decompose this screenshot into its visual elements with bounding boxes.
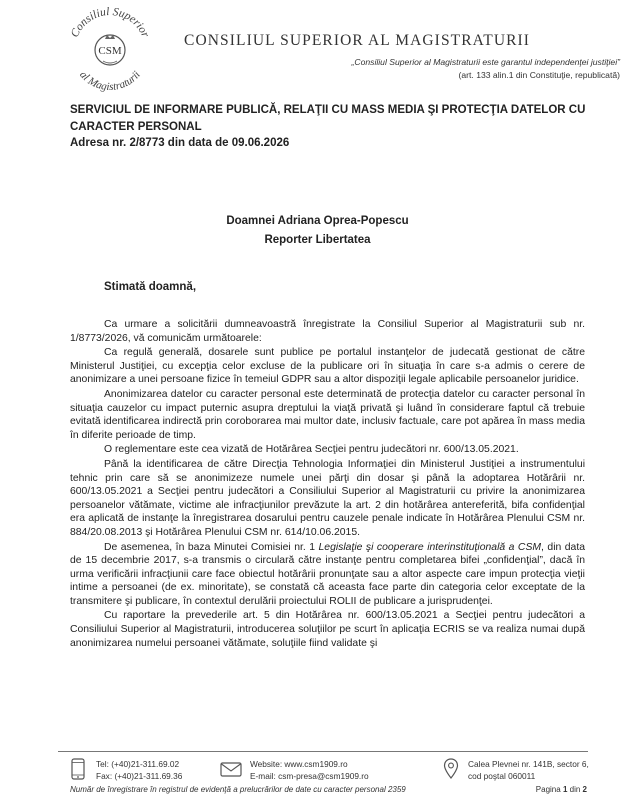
footer-registry-note: Număr de înregistrare în registrul de evidenţă a prelucrărilor de date cu caracter personal 2359 (70, 785, 406, 794)
letter-body (70, 318, 585, 651)
svg-text:CSM: CSM (98, 45, 122, 57)
page-total: 2 (582, 785, 587, 794)
footer-divider (58, 751, 588, 752)
paragraph-6 (70, 541, 585, 609)
recipient-name: Doamnei Adriana Oprea-Popescu (226, 215, 409, 227)
paragraph-5: Până la identificarea de către Direcţia Tehnologia Informaţiei din Ministerul Justiţiei a instrumentului tehnic prin care să se anonimizeze numele unei părţi din dosar şi până la adoptarea Hotărârii nr. 600/13.05.2021 a Secţiei pentru judecători a Consiliului Superior al Magistraturii cu privire la anonimizarea persoanelor vătămate, victime ale infracţiunilor prevăzute la art. 2 din hotărârea antereferită, bifa confidenţial era aplicată de instanţe la înregistrarea dosarului pentru cauzele penale indicate în Hotărârea Plenului CSM nr. 884/20.08.2013 şi Hotărârea Plenului CSM nr. 614/10.06.2015. (70, 458, 585, 538)
paragraph-7: Cu raportare la prevederile art. 5 din Hotărârea nr. 600/13.05.2021 a Secţiei pentru judecători a Consiliului Superior al Magistraturii, introducerea soluţiilor pe scurt în aplicaţia ECRIS se va realiza numai după anonimizarea numelui persoanei vătămate, soluţiile fiind validate şi (70, 610, 585, 649)
footer-tel: Tel: (+40)21-311.69.02 (96, 759, 180, 769)
address-reference: Adresa nr. 2/8773 din data de 09.06.2026 (70, 137, 290, 149)
envelope-icon (220, 762, 242, 777)
paragraph-6-part-a: De asemenea, în baza Minutei Comisiei nr. 1 (104, 541, 319, 553)
page-indicator (536, 785, 587, 794)
paragraph-2: Ca regulă generală, dosarele sunt publice pe portalul instanţelor de judecată gestionat de către Ministerul Justiţiei, cu excepţia celor excluse de la publicare ori în situaţia în care s-a admis o cerere de anonimizare a unei persoane fizice în temeiul GDPR sau a altor dispoziţii legale aplicabile persoanelor juridice. (70, 347, 585, 386)
footer-website: Website: www.csm1909.ro (250, 759, 348, 769)
paragraph-1: Ca urmare a solicitării dumneavoastră înregistrate la Consiliul Superior al Magistraturii sub nr. 1/8773/2026, vă comunicăm următoarele: (70, 319, 585, 344)
office-name: SERVICIUL DE INFORMARE PUBLICĂ, RELAŢII CU MASS MEDIA ŞI PROTECŢIA DATELOR CU CARACTER PERSONAL (70, 104, 586, 133)
location-pin-icon (443, 758, 459, 780)
motto-reference: (art. 133 alin.1 din Constituţie, republicată) (458, 70, 620, 80)
recipient-role: Reporter Libertatea (264, 234, 371, 246)
motto-text: „Consiliul Superior al Magistraturii este garantul independenţei justiţiei” (351, 57, 620, 67)
commission-name: Legislaţie şi cooperare interinstituţională a CSM (318, 541, 542, 553)
page-current: 1 (562, 785, 568, 794)
footer-email: E-mail: csm-presa@csm1909.ro (250, 771, 369, 781)
footer-address-line2: cod poştal 060011 (468, 771, 536, 781)
phone-icon (70, 758, 86, 780)
page-label: Pagina (535, 785, 561, 794)
paragraph-4: O reglementare este cea vizată de Hotărârea Secţiei pentru judecători nr. 600/13.05.2021. (104, 444, 519, 456)
footer-contact-phone (96, 758, 182, 782)
footer-postal-address (468, 758, 589, 782)
paragraph-3: Anonimizarea datelor cu caracter personal este determinată de protecţia datelor cu caracter personal în situaţia cauzelor cu impact puternic asupra dreptului la viaţă privată şi luând în considerare faptul că trebuie evitată identificarea indirectă prin coroborarea mai multor date, inclusiv factuale, care pot apărea în mass media în diferite perioade de timp. (70, 388, 585, 441)
svg-text:al Magistraturii: al Magistraturii (77, 68, 143, 94)
recipient-block (0, 212, 635, 250)
svg-text:Consiliul Superior: Consiliul Superior (68, 5, 152, 40)
footer-fax: Fax: (+40)21-311.69.36 (96, 771, 183, 781)
footer-contact-web (250, 758, 369, 782)
org-motto (250, 56, 620, 82)
page-of: din (569, 785, 581, 794)
org-name: CONSILIUL SUPERIOR AL MAGISTRATURII (184, 32, 531, 49)
csm-seal-logo (58, 2, 162, 94)
salutation: Stimată doamnă, (104, 281, 197, 293)
paragraph-6-part-b: , din data de 15 decembrie 2017, s-a transmis o circulară către instanţe pentru completarea bifei „confidenţial”, dacă în urma verificării infracţiunii care face obiectul hotărârii pronunţate sau a altor aspecte care impun protecţia vieţii intime a persoanei (de ex. minoritate), se constată că aceasta face parte din categoria celor exceptate de la transmitere şi publicare, în contextul derulării proiectului ROLII de publicare a jurisprudenţei. (70, 541, 585, 607)
footer-address-line1: Calea Plevnei nr. 141B, sector 6, (468, 759, 589, 769)
